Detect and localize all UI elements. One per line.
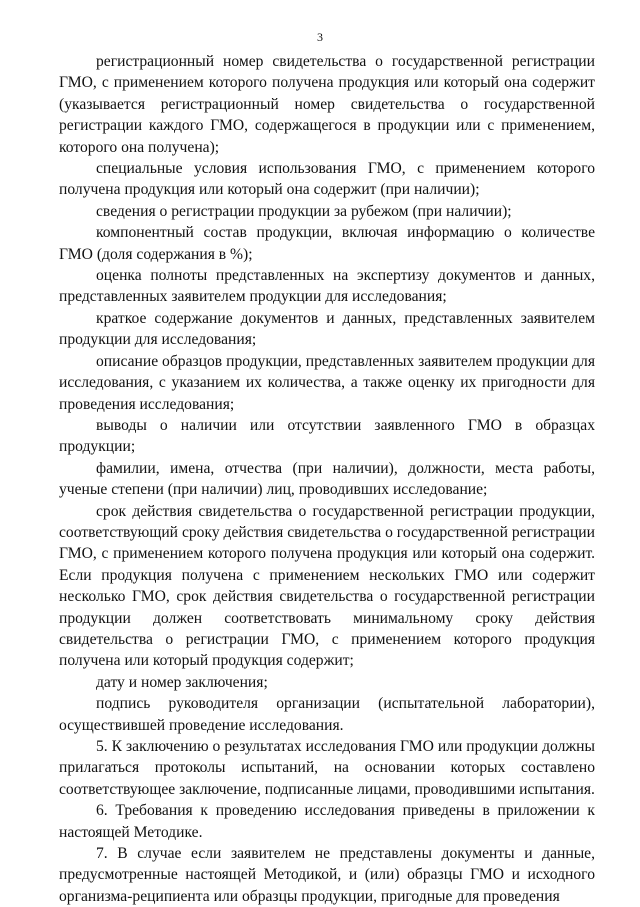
paragraph-item-5: 5. К заключению о результатах исследования ГМО или продукции должны прилагаться протоколы испытаний, на основании которых составлено соответствующее заключение, подписанные лицами, проводившими испытания. — [59, 738, 595, 798]
paragraph-researchers: фамилии, имена, отчества (при наличии), должности, места работы, ученые степени (при наличии) лиц, проводивших исследование; — [59, 459, 595, 499]
paragraph-item-6: 6. Требования к проведению исследования приведены в приложении к настоящей Методике. — [59, 802, 595, 841]
paragraph-signature: подпись руководителя организации (испытательной лаборатории), осуществившей проведение исследования. — [59, 695, 595, 734]
page-number: 3 — [317, 30, 323, 44]
paragraph-validity-period: срок действия свидетельства о государственной регистрации продукции, соответствующий сроку действия свидетельства о государственной регистрации ГМО, с применением которого получена продукция или который она содержит. Если продукция получена с применением нескольких ГМО или содержит несколько ГМО, срок действия свидетельства о государственной регистрации продукции должен соответствовать минимальному сроку действия свидетельства о регистрации ГМО, с применением которого продукция получена или который продукция содержит; — [59, 502, 595, 670]
paragraph-completeness-assessment: оценка полноты представленных на экспертизу документов и данных, представленных заявителем продукции для исследования; — [59, 267, 595, 306]
paragraph-component-composition: компонентный состав продукции, включая информацию о количестве ГМО (доля содержания в %); — [59, 224, 595, 263]
paragraph-item-7: 7. В случае если заявителем не представлены документы и данные, предусмотренные настоящей Методикой, и (или) образцы ГМО и исходного организма-реципиента или образцы продукции, пригодные для проведения — [59, 845, 595, 905]
paragraph-conclusions: выводы о наличии или отсутствии заявленного ГМО в образцах продукции; — [59, 416, 595, 456]
paragraph-documents-summary: краткое содержание документов и данных, представленных заявителем продукции для исследования; — [59, 309, 595, 349]
paragraph-samples-description: описание образцов продукции, представленных заявителем продукции для исследования, с указанием их количества, а также оценку их пригодности для проведения исследования; — [59, 352, 595, 413]
paragraph-foreign-registration: сведения о регистрации продукции за рубежом (при наличии); — [96, 202, 512, 220]
paragraph-registration-number: регистрационный номер свидетельства о государственной регистрации ГМО, с применением которого получена продукция или который она содержит (указывается регистрационный номер свидетельства о государственной регистрации каждого ГМО, содержащегося в продукции или с применением, которого она получена); — [59, 53, 595, 156]
document-body — [59, 51, 595, 907]
paragraph-special-conditions: специальные условия использования ГМО, с применением которого получена продукция или который она содержит (при наличии); — [59, 160, 595, 199]
paragraph-date-number: дату и номер заключения; — [96, 673, 268, 691]
